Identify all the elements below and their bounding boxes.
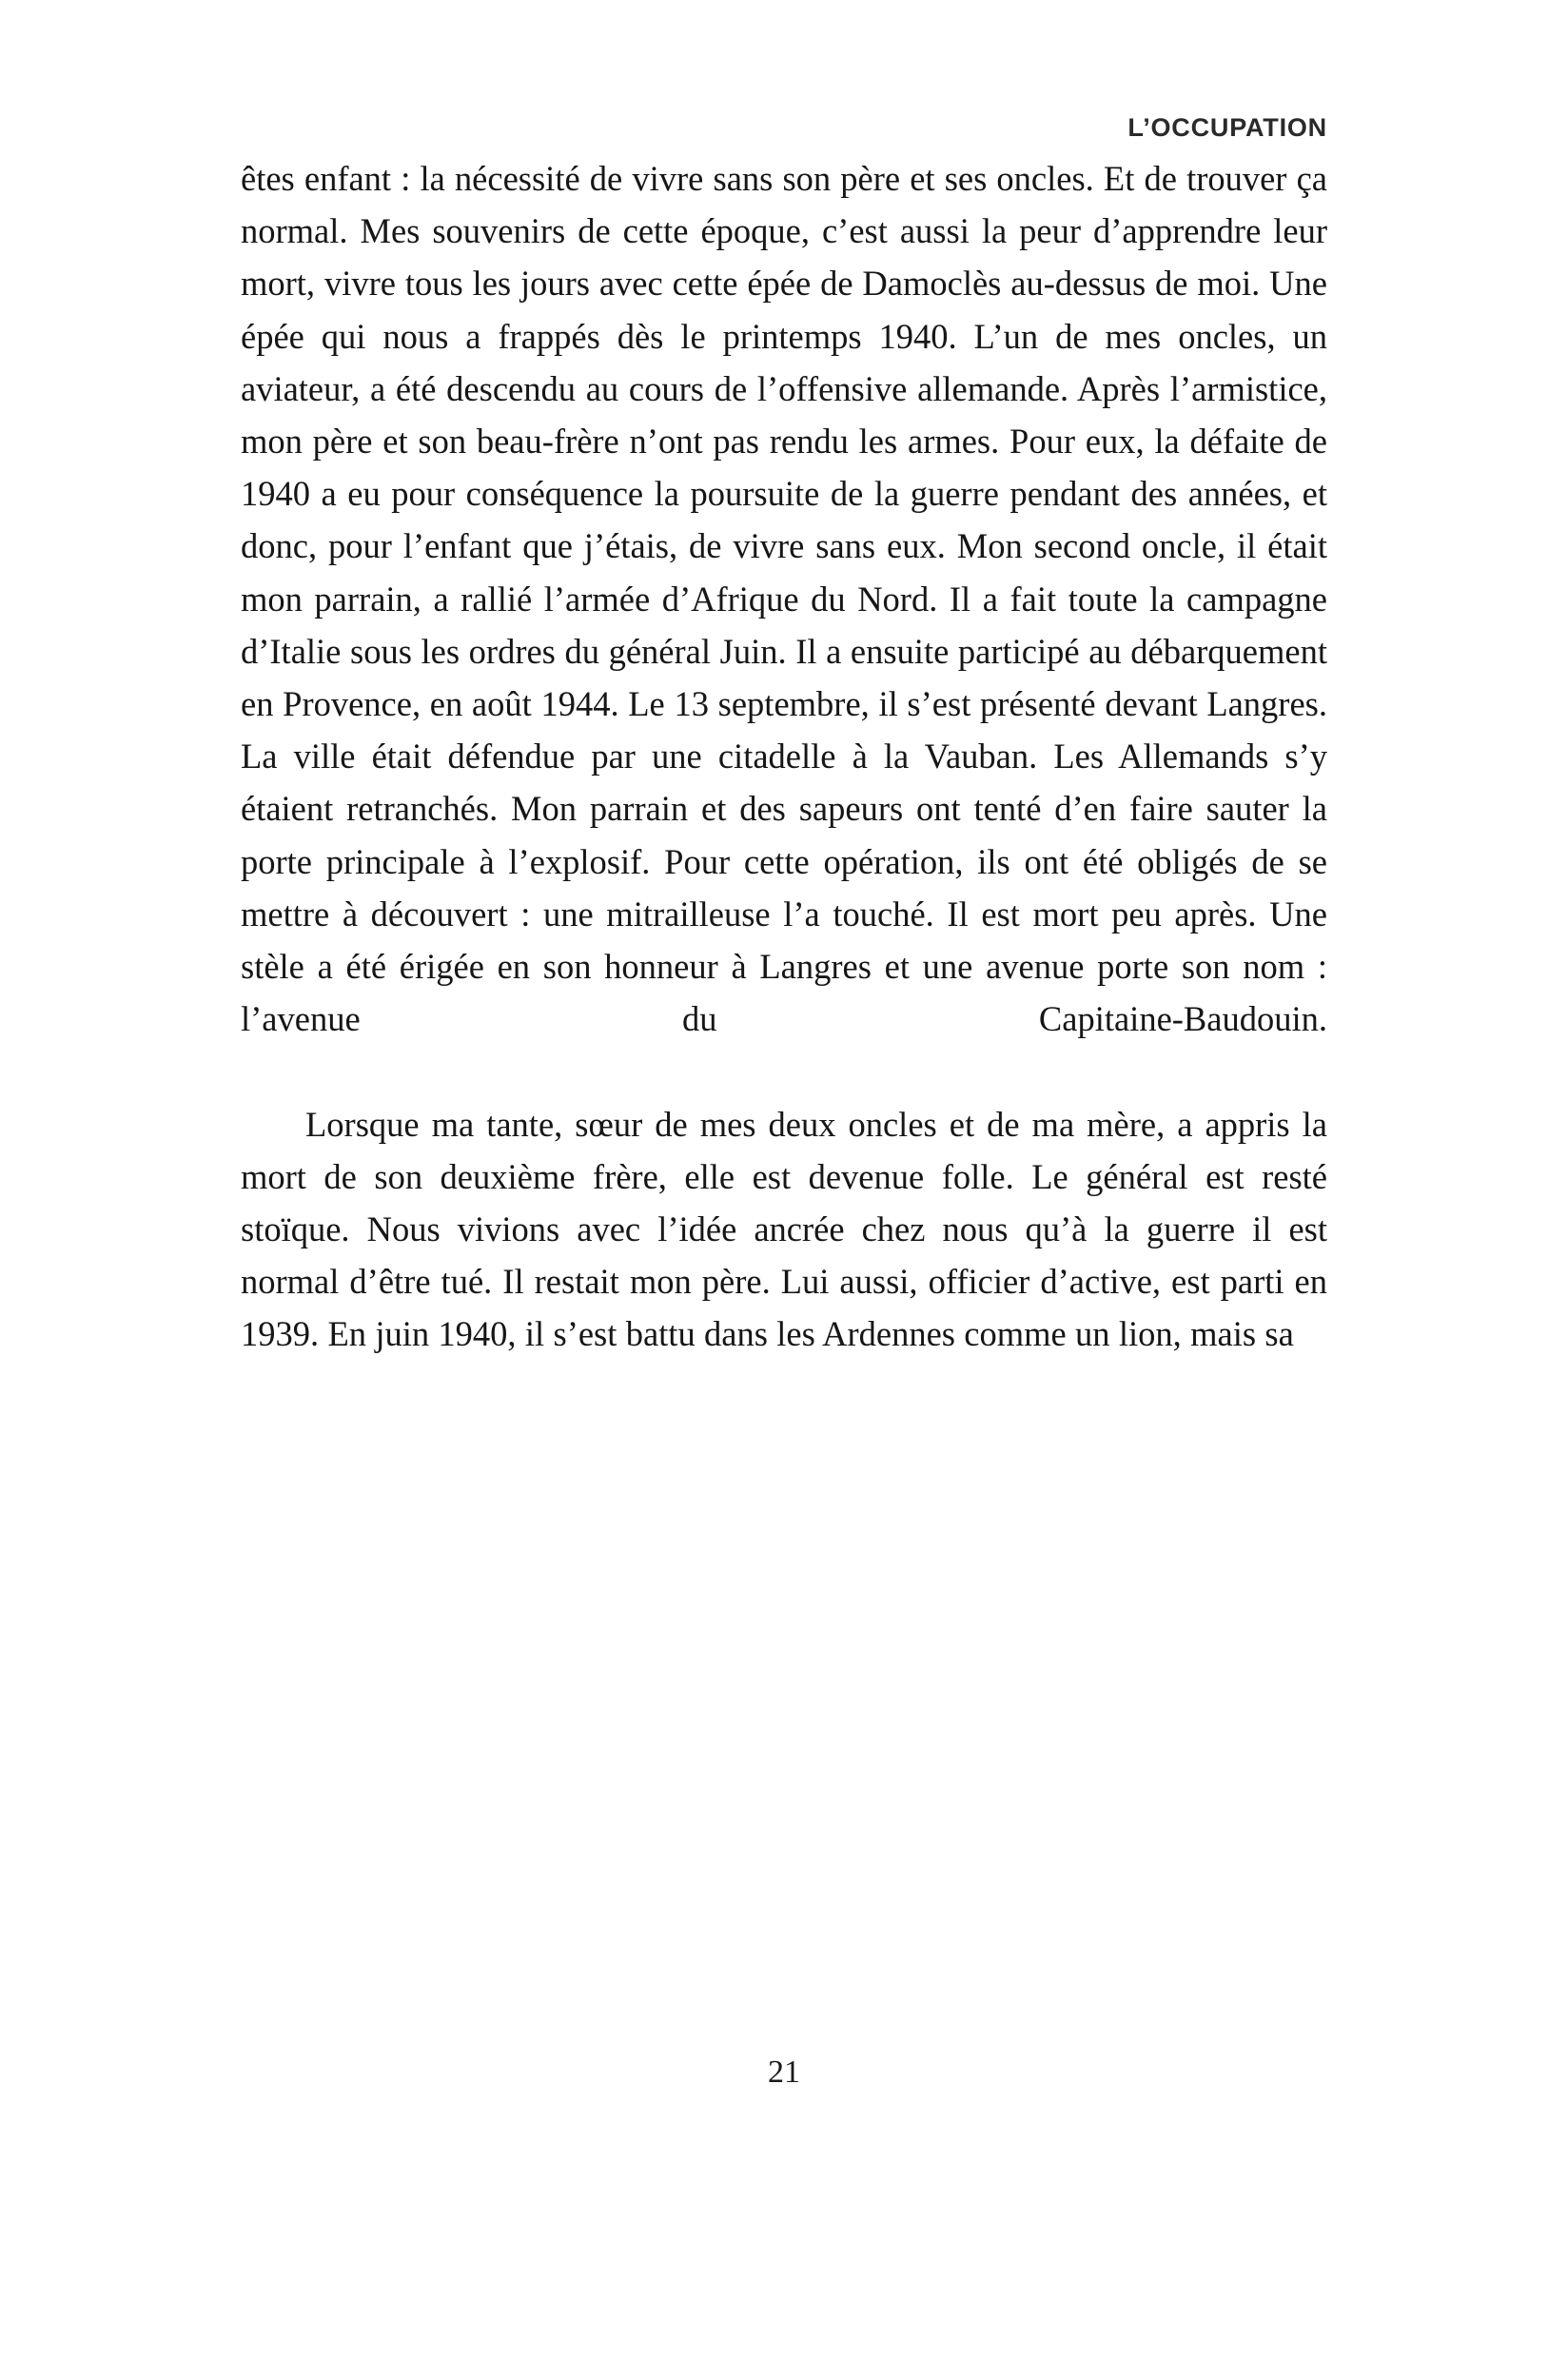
paragraph-continued: êtes enfant : la nécessité de vivre sans son père et ses oncles. Et de trouver ça normal. Mes souvenirs de cette époque, c’est aussi la peur d’apprendre leur mort, vivre tous les jours avec cette épée de Damoclès au-dessus de moi. Une épée qui nous a frappés dès le printemps 1940. L’un de mes oncles, un aviateur, a été descendu au cours de l’offensive allemande. Après l’armistice, mon père et son beau-frère n’ont pas rendu les armes. Pour eux, la défaite de 1940 a eu pour conséquence la poursuite de la guerre pendant des années, et donc, pour l’enfant que j’étais, de vivre sans eux. Mon second oncle, il était mon parrain, a rallié l’armée d’Afrique du Nord. Il a fait toute la campagne d’Italie sous les ordres du général Juin. Il a ensuite participé au débarquement en Provence, en août 1944. Le 13 septembre, il s’est présenté devant Langres. La ville était défendue par une citadelle à la Vauban. Les Allemands s’y étaient retranchés. Mon parrain et des sapeurs ont tenté d’en faire sauter la porte principale à l’explosif. Pour cette opération, ils ont été obligés de se mettre à découvert : une mitrailleuse l’a touché. Il est mort peu après. Une stèle a été érigée en son honneur à Langres et une avenue porte son nom : l’avenue du Capitaine-Baudouin. [241, 159, 1327, 1039]
running-head: L’OCCUPATION [1127, 113, 1327, 142]
body-text-block [241, 152, 1327, 1361]
page-number: 21 [768, 2055, 800, 2090]
paragraph-lorsque: Lorsque ma tante, sœur de mes deux oncles et de ma mère, a appris la mort de son deuxième frère, elle est devenue folle. Le général est resté stoïque. Nous vivions avec l’idée ancrée chez nous qu’à la guerre il est normal d’être tué. Il restait mon père. Lui aussi, officier d’active, est parti en 1939. En juin 1940, il s’est battu dans les Ardennes comme un lion, mais sa [241, 1104, 1327, 1354]
